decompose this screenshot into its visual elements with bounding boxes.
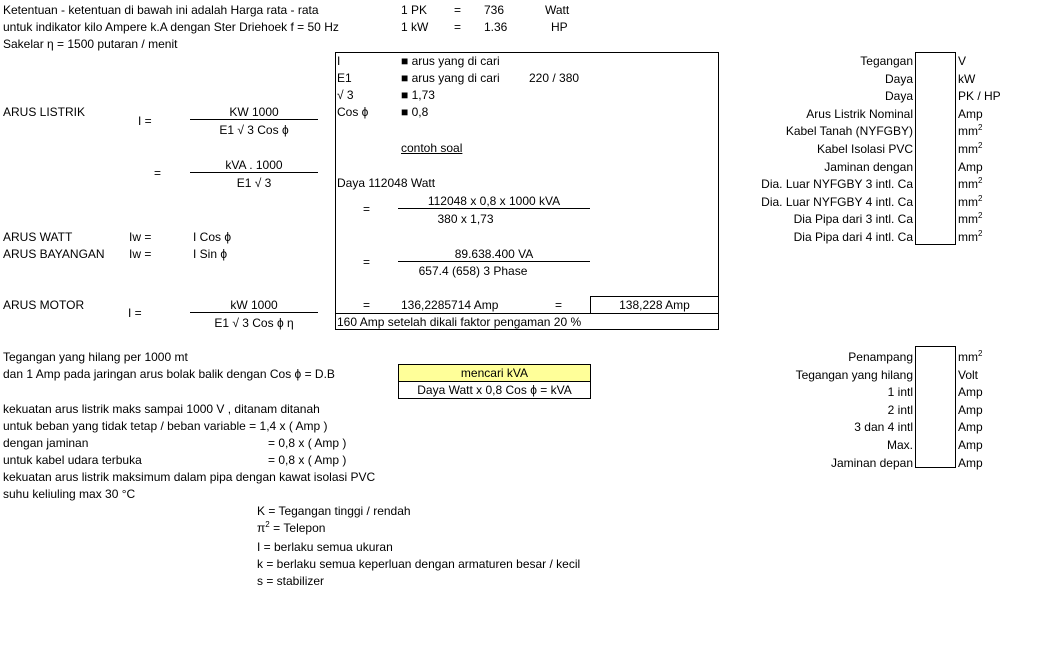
def-i-text: ■ arus yang di cari: [401, 54, 500, 68]
arus-motor-label: ARUS MOTOR: [3, 298, 85, 312]
example-fa-numerator: 112048 x 0,8 x 1000 kVA: [427, 194, 561, 208]
example-fa-denominator: 380 x 1,73: [437, 212, 494, 226]
formula1-fraction-line: [190, 119, 318, 120]
example-fb-numerator: 89.638.400 VA: [454, 247, 534, 261]
pk-eq: =: [454, 3, 462, 17]
def-e1-value: 220 / 380: [529, 71, 580, 85]
kw-eq: =: [454, 20, 462, 34]
lower-line-2: dan 1 Amp pada jaringan arus bolak balik dengan Cos ϕ = D.B: [3, 367, 335, 381]
arus-motor-eq: I =: [128, 306, 142, 320]
header-line-2: untuk indikator kilo Ampere k.A dengan Ster Driehoek f = 50 Hz: [3, 20, 339, 34]
legend-pi-text: = Telepon: [269, 521, 326, 535]
kw-label: 1 kW: [401, 20, 429, 34]
formula3-numerator: kW 1000: [230, 298, 278, 312]
right-table-2-row-label: Max.: [886, 438, 913, 452]
right-table-2-row-unit: $mm^2$: [958, 349, 983, 364]
right-table-1-row-unit: kW: [958, 71, 976, 86]
right-table-1-row-unit: $mm^2$: [958, 211, 983, 227]
right-table-2-row-label: 1 intl: [887, 385, 913, 400]
pk-value: 736: [484, 3, 505, 17]
example-result-2: 138,228 Amp: [619, 298, 690, 312]
legend-s: s = stabilizer: [257, 574, 325, 588]
example-fb-denominator: 657.4 (658) 3 Phase: [418, 264, 528, 278]
right-table-2-row-label: 3 dan 4 intl: [854, 420, 913, 435]
kva-formula-box: Daya Watt x 0,8 Cos ϕ = kVA: [398, 381, 591, 399]
right-table-1-row-unit: $mm^2$: [958, 193, 983, 209]
legend-pi-sup: 2: [265, 520, 270, 529]
lower-line-6-value: = 0,8 x ( Amp ): [268, 453, 347, 467]
iw-bayangan-eq: Iw =: [129, 247, 152, 261]
right-table-1-row-label: Dia. Luar NYFGBY 4 intl. Ca: [761, 194, 913, 209]
right-table-1-row-label: Arus Listrik Nominal: [806, 106, 913, 121]
def-e1-text: ■ arus yang di cari: [401, 71, 500, 85]
legend-k: K = Tegangan tinggi / rendah: [257, 504, 411, 518]
right-table-1-row-label: Daya: [884, 71, 913, 86]
example-eq-d: =: [555, 298, 563, 312]
right-table-2-row-unit: Amp: [958, 402, 983, 417]
right-table-2-row-unit: Amp: [958, 385, 983, 400]
right-table-2-row-unit: Amp: [958, 420, 983, 435]
right-table-2-row-unit: Volt: [958, 367, 979, 382]
right-table-1-row-label: Dia Pipa dari 4 intl. Ca: [793, 230, 913, 244]
daya-example: Daya 112048 Watt: [337, 176, 436, 190]
pk-label: 1 PK: [401, 3, 428, 17]
def-sqrt3-text: ■ 1,73: [401, 88, 435, 102]
right-table-2-row-label: Penampang: [848, 350, 913, 364]
kw-value: 1.36: [484, 20, 508, 34]
legend-i: I = berlaku semua ukuran: [257, 540, 393, 554]
lower-line-7: kekuatan arus listrik maksimum dalam pipa dengan kawat isolasi PVC: [3, 470, 376, 484]
formula3-fraction-line: [190, 312, 318, 313]
legend-pi: [257, 521, 325, 535]
right-table-1-row-label: Dia. Luar NYFGBY 3 intl. Ca: [761, 177, 913, 192]
formula1-denominator: E1 √ 3 Cos ϕ: [219, 123, 289, 137]
example-eq-c: =: [363, 298, 371, 312]
right-table-2-row-label: 2 intl: [887, 402, 913, 417]
iw-watt-eq: Iw =: [129, 230, 152, 244]
formula2-denominator: E1 √ 3: [236, 176, 272, 190]
right-table-1-row-unit: PK / HP: [958, 89, 1001, 104]
lower-line-5-value: = 0,8 x ( Amp ): [268, 436, 347, 450]
right-table-1-row-unit: V: [958, 54, 967, 68]
right-table-1-row-unit: $mm^2$: [958, 141, 983, 156]
right-table-2-row-label: Jaminan depan: [830, 455, 913, 470]
right-table-1-input-box[interactable]: [915, 52, 956, 245]
iw-bayangan-value: I Sin ϕ: [193, 247, 228, 261]
right-table-1-row-label: Jaminan dengan: [824, 159, 913, 174]
safety-factor-note: 160 Amp setelah dikali faktor pengaman 20 %: [337, 315, 582, 329]
pk-unit: Watt: [545, 3, 570, 17]
header-line-1: Ketentuan - ketentuan di bawah ini adalah Harga rata - rata: [3, 3, 319, 17]
kw-unit: HP: [551, 20, 568, 34]
arus-listrik-eq: I =: [138, 114, 152, 128]
right-table-1-row-unit: Amp: [958, 106, 983, 121]
right-table-1-row-unit: $mm^2$: [958, 229, 983, 244]
example-fa-line: [398, 208, 590, 209]
kva-title-box: mencari kVA: [398, 364, 591, 382]
arus-bayangan-label: ARUS BAYANGAN: [3, 247, 105, 261]
legend-pi-symbol: π: [257, 521, 266, 535]
header-line-3: Sakelar η = 1500 putaran / menit: [3, 37, 178, 51]
example-fb-line: [398, 261, 590, 262]
right-table-1-row-label: Kabel Isolasi PVC: [816, 142, 913, 156]
formula2-eq: =: [154, 166, 162, 180]
example-eq-a: =: [363, 202, 371, 216]
right-table-1-row-label: Dia Pipa dari 3 intl. Ca: [793, 212, 913, 227]
right-table-2-row-unit: Amp: [958, 438, 983, 452]
lower-line-3: kekuatan arus listrik maks sampai 1000 V , ditanam ditanah: [3, 402, 320, 416]
right-table-1-row-label: Daya: [884, 89, 913, 104]
def-cos-symbol: Cos ϕ: [337, 105, 369, 119]
right-table-2-row-label: Tegangan yang hilang: [795, 367, 913, 382]
def-sqrt3-symbol: √ 3: [337, 88, 354, 102]
lower-line-5-label: dengan jaminan: [3, 436, 89, 450]
arus-watt-label: ARUS WATT: [3, 230, 73, 244]
example-result-1: 136,2285714 Amp: [401, 298, 499, 312]
right-table-2-row-unit: Amp: [958, 455, 983, 470]
def-e1-symbol: E1: [337, 71, 352, 85]
formula1-numerator: KW 1000: [229, 105, 279, 119]
formula3-denominator: E1 √ 3 Cos ϕ η: [214, 316, 294, 330]
example-eq-b: =: [363, 255, 371, 269]
right-table-1-row-label: Tegangan: [860, 54, 913, 68]
right-table-1-row-label: Kabel Tanah (NYFGBY): [785, 124, 913, 139]
lower-line-8: suhu keliuling max 30 °C: [3, 487, 136, 501]
right-table-1-row-unit: $mm^2$: [958, 176, 983, 192]
def-i-symbol: I: [337, 54, 341, 68]
formula2-fraction-line: [190, 172, 318, 173]
lower-line-1: Tegangan yang hilang per 1000 mt: [3, 350, 188, 364]
def-cos-text: ■ 0,8: [401, 105, 429, 119]
contoh-soal-heading: contoh soal: [401, 141, 463, 155]
example-box: [335, 52, 719, 330]
arus-listrik-label: ARUS LISTRIK: [3, 105, 86, 119]
iw-watt-value: I Cos ϕ: [193, 230, 232, 244]
right-table-1-row-unit: $mm^2$: [958, 123, 983, 139]
formula2-numerator: kVA . 1000: [225, 158, 283, 172]
right-table-1-row-unit: Amp: [958, 159, 983, 174]
legend-k2: k = berlaku semua keperluan dengan armaturen besar / kecil: [257, 557, 581, 571]
right-table-2-input-box[interactable]: [915, 346, 956, 468]
lower-line-4: untuk beban yang tidak tetap / beban variable = 1,4 x ( Amp ): [3, 419, 328, 433]
lower-line-6-label: untuk kabel udara terbuka: [3, 453, 142, 467]
